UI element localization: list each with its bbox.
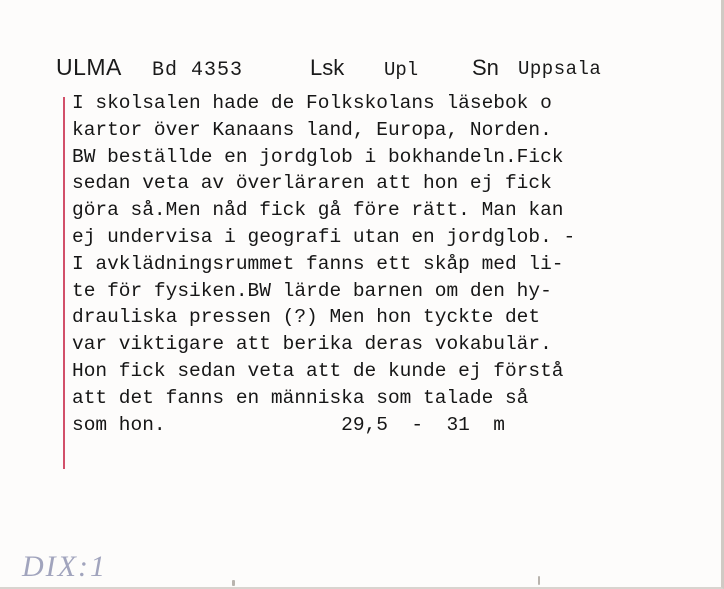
- body-line: sedan veta av överläraren att hon ej fick: [72, 172, 552, 195]
- body-line: göra så.Men nåd fick gå före rätt. Man kan: [72, 199, 564, 222]
- card-body-text: [72, 90, 672, 438]
- body-line: I avklädningsrummet fanns ett skåp med li-: [72, 252, 564, 275]
- socken-value: Uppsala: [518, 58, 602, 80]
- paper-speck: [538, 576, 540, 585]
- body-line: var viktigare att berika deras vokabulär.: [72, 333, 552, 356]
- archive-code: ULMA: [56, 54, 122, 80]
- body-line: drauliska pressen (?) Men hon tyckte det: [72, 306, 541, 329]
- accession-number: Bd 4353: [152, 59, 244, 82]
- handwritten-stamp: DIX:1: [22, 550, 107, 583]
- body-line: te för fysiken.BW lärde barnen om den hy-: [72, 279, 552, 302]
- socken-label: Sn: [472, 55, 499, 80]
- body-line: Hon fick sedan veta att de kunde ej förstå: [72, 359, 564, 382]
- body-line: I skolsalen hade de Folkskolans läsebok o: [72, 92, 552, 114]
- body-line: BW beställde en jordglob i bokhandeln.Fick: [72, 145, 564, 168]
- body-line: som hon. 29,5 - 31 m: [72, 413, 505, 436]
- paper-speck: [232, 580, 235, 586]
- body-line: att det fanns en människa som talade så: [72, 386, 529, 409]
- landskap-value: Upl: [384, 59, 419, 81]
- body-line: kartor över Kanaans land, Europa, Norden.: [72, 118, 552, 141]
- margin-rule: [63, 97, 65, 469]
- card-header: [56, 46, 676, 86]
- landskap-label: Lsk: [310, 55, 345, 80]
- body-line: ej undervisa i geografi utan en jordglob. -: [72, 225, 576, 248]
